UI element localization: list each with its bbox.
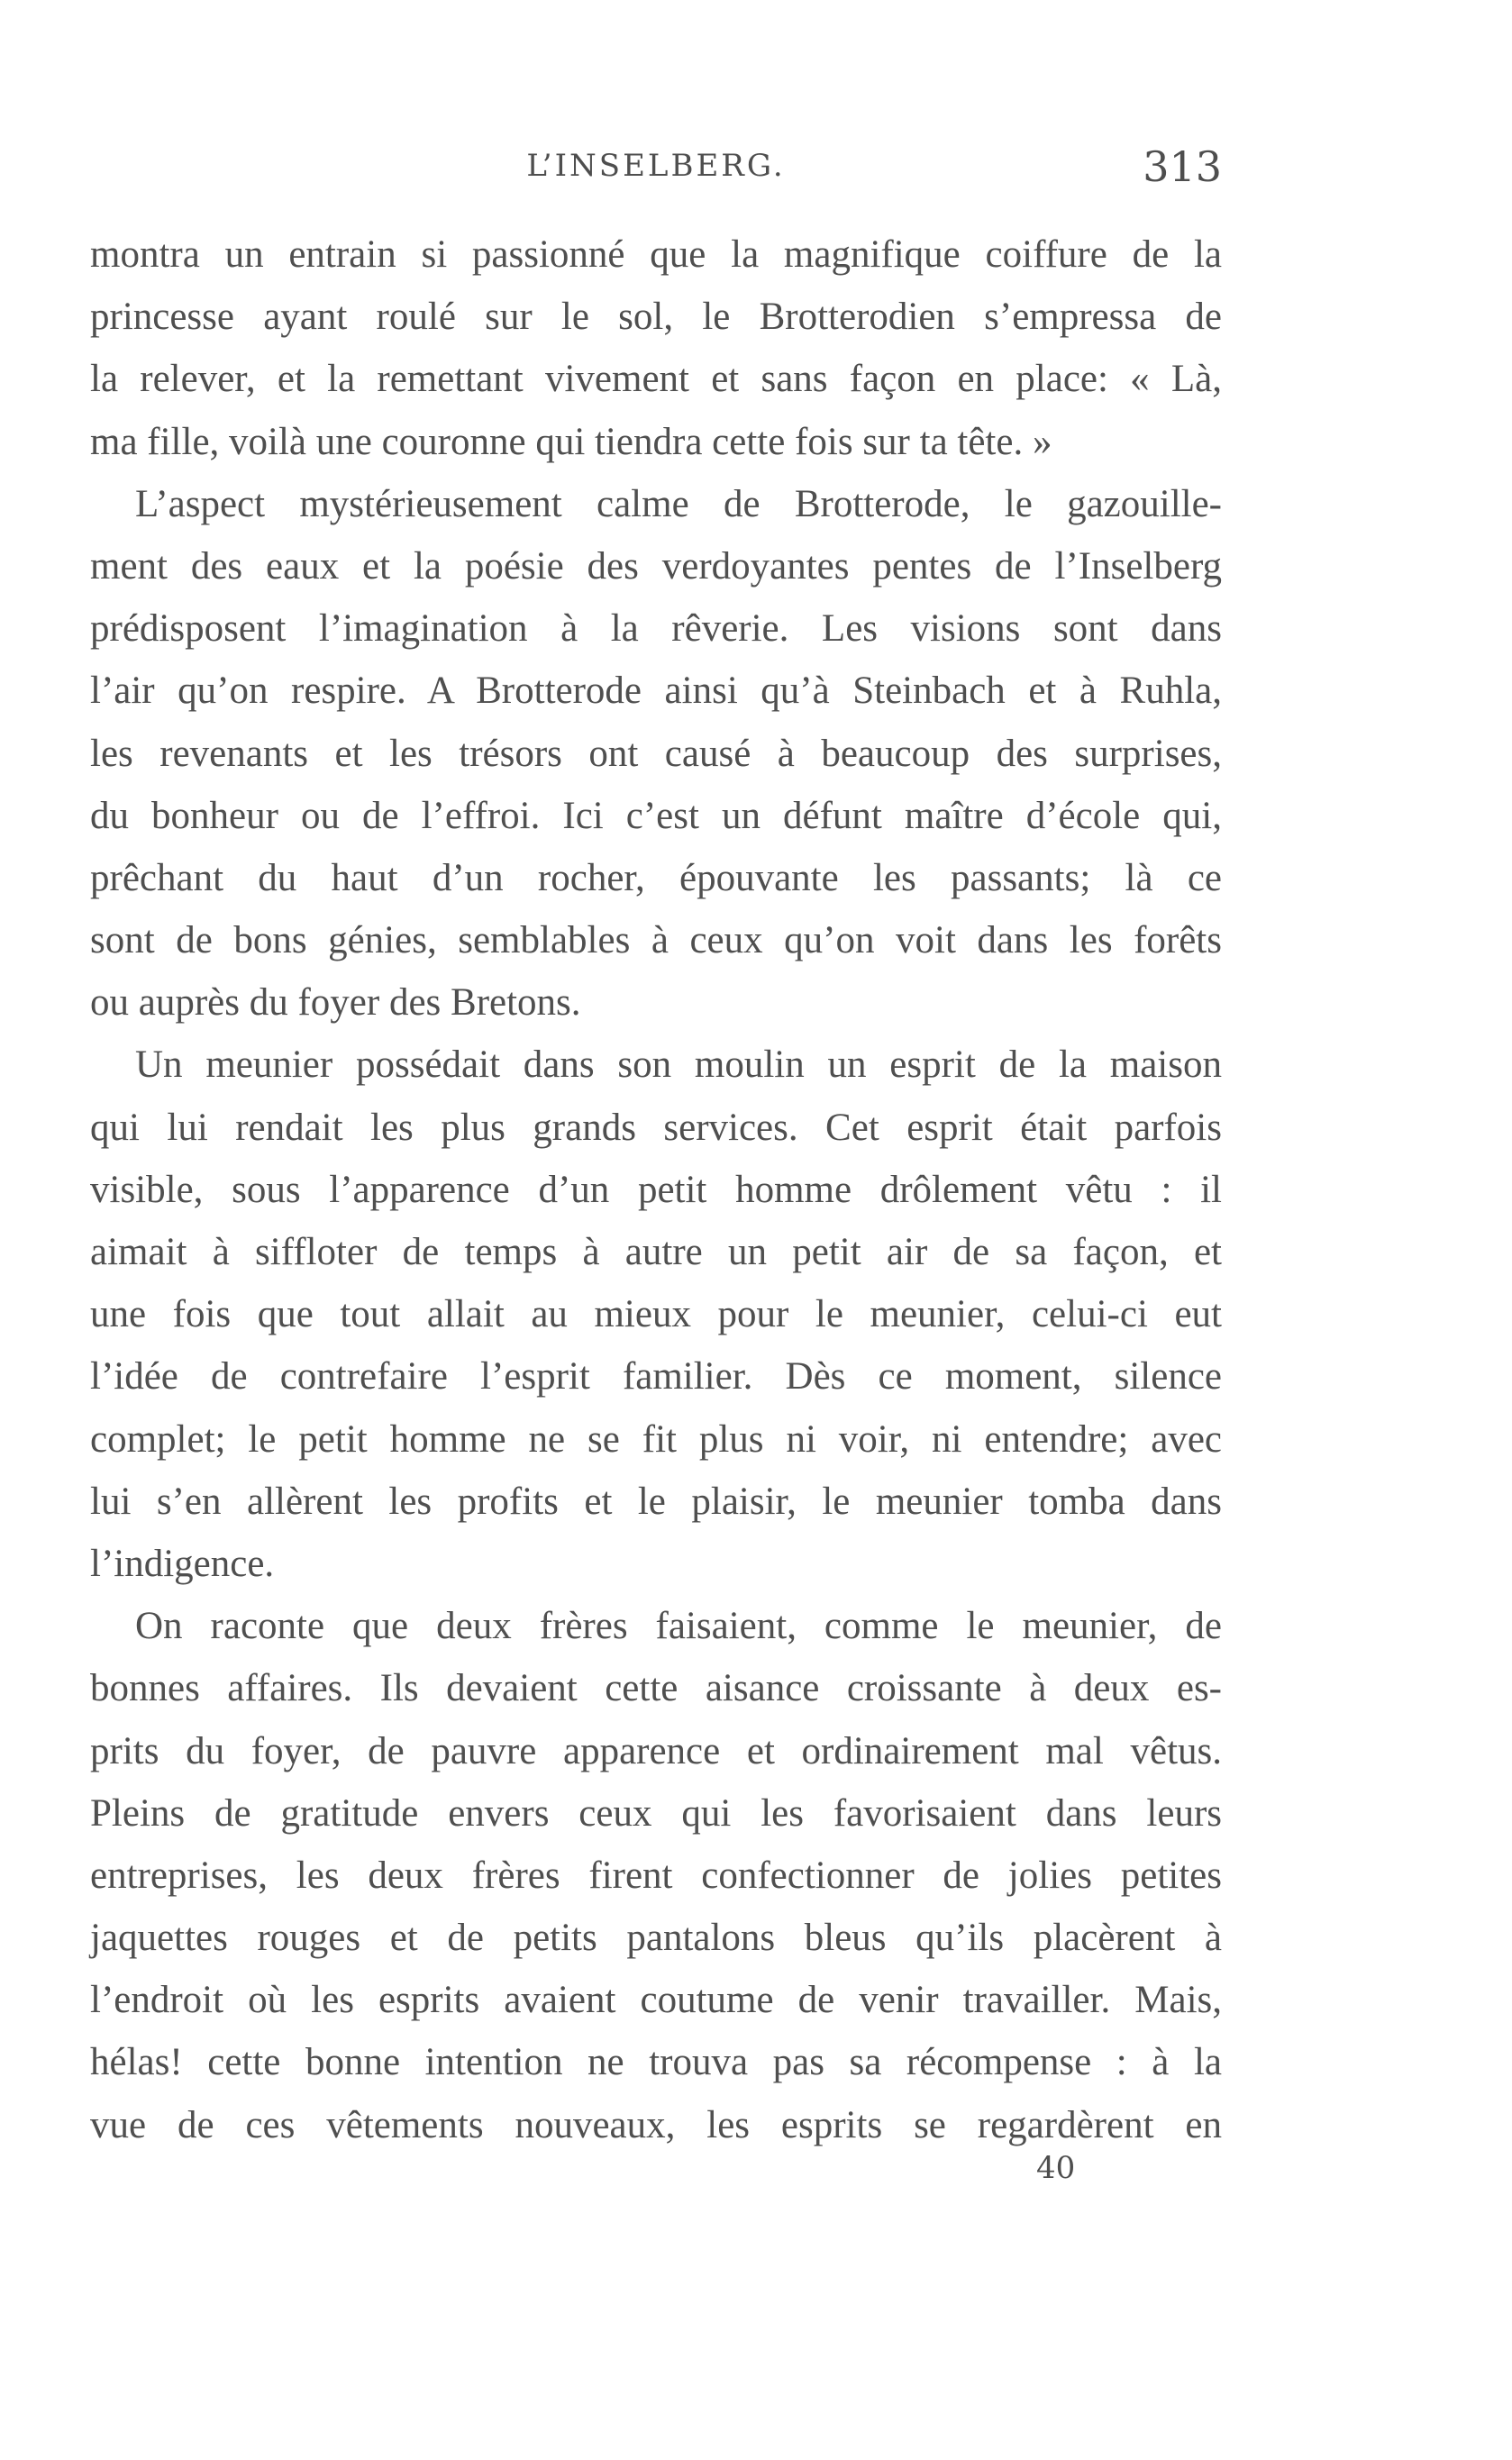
text-line: princesse ayant roulé sur le sol, le Brotterodien s’empressa de [90, 296, 1222, 339]
text-line: visible, sous l’apparence d’un petit homme drôlement vêtu : il [90, 1168, 1222, 1211]
text-line: ma fille, voilà une couronne qui tiendra cette fois sur ta tête. » [90, 420, 1052, 463]
text-line: ment des eaux et la poésie des verdoyantes pentes de l’Inselberg [90, 544, 1222, 588]
text-line: Pleins de gratitude envers ceux qui les favorisaient dans leurs [90, 1791, 1222, 1835]
text-line: hélas! cette bonne intention ne trouva pas sa récompense : à la [90, 2041, 1222, 2084]
text-line: prêchant du haut d’un rocher, épouvante les passants; là ce [90, 856, 1222, 899]
text-line: prits du foyer, de pauvre apparence et ordinairement mal vêtus. [90, 1729, 1222, 1772]
signature-mark: 40 [1036, 2150, 1076, 2186]
text-line: ou auprès du foyer des Bretons. [90, 981, 581, 1025]
text-line: bonnes affaires. Ils devaient cette aisance croissante à deux es- [90, 1667, 1222, 1710]
text-line: l’endroit où les esprits avaient coutume de venir travailler. Mais, [90, 1979, 1222, 2022]
text-line: la relever, et la remettant vivement et sans façon en place: « Là, [90, 358, 1222, 401]
text-line: du bonheur ou de l’effroi. Ici c’est un défunt maître d’école qui, [90, 794, 1222, 837]
running-title: L’INSELBERG. [526, 148, 786, 184]
paragraph-first-line: L’aspect mystérieusement calme de Brotterode, le gazouille- [135, 482, 1222, 525]
text-line: sont de bons génies, semblables à ceux qu’on voit dans les forêts [90, 919, 1222, 962]
text-line: l’air qu’on respire. A Brotterode ainsi qu’à Steinbach et à Ruhla, [90, 670, 1222, 713]
text-line: une fois que tout allait au mieux pour le meunier, celui-ci eut [90, 1293, 1222, 1336]
text-line: les revenants et les trésors ont causé à beaucoup des surprises, [90, 732, 1222, 775]
text-line: entreprises, les deux frères firent confectionner de jolies petites [90, 1854, 1222, 1897]
text-line: montra un entrain si passionné que la magnifique coiffure de la [90, 233, 1222, 276]
text-line: complet; le petit homme ne se fit plus ni voir, ni entendre; avec [90, 1417, 1222, 1461]
body-text [90, 223, 1222, 2156]
text-line: vue de ces vêtements nouveaux, les esprits se regardèrent en [90, 2103, 1222, 2146]
text-line: aimait à siffloter de temps à autre un petit air de sa façon, et [90, 1231, 1222, 1273]
text-line: lui s’en allèrent les profits et le plaisir, le meunier tomba dans [90, 1480, 1222, 1523]
page-number: 313 [1143, 142, 1222, 191]
text-line: jaquettes rouges et de petits pantalons bleus qu’ils placèrent à [90, 1917, 1222, 1960]
paragraph-first-line: Un meunier possédait dans son moulin un esprit de la maison [135, 1043, 1222, 1087]
text-line: prédisposent l’imagination à la rêverie. Les visions sont dans [90, 607, 1222, 651]
text-line: l’indigence. [90, 1542, 275, 1585]
paragraph-first-line: On raconte que deux frères faisaient, comme le meunier, de [135, 1605, 1222, 1648]
text-line: qui lui rendait les plus grands services. Cet esprit était parfois [90, 1106, 1222, 1149]
running-head [90, 142, 1222, 196]
text-line: l’idée de contrefaire l’esprit familier. Dès ce moment, silence [90, 1355, 1222, 1399]
